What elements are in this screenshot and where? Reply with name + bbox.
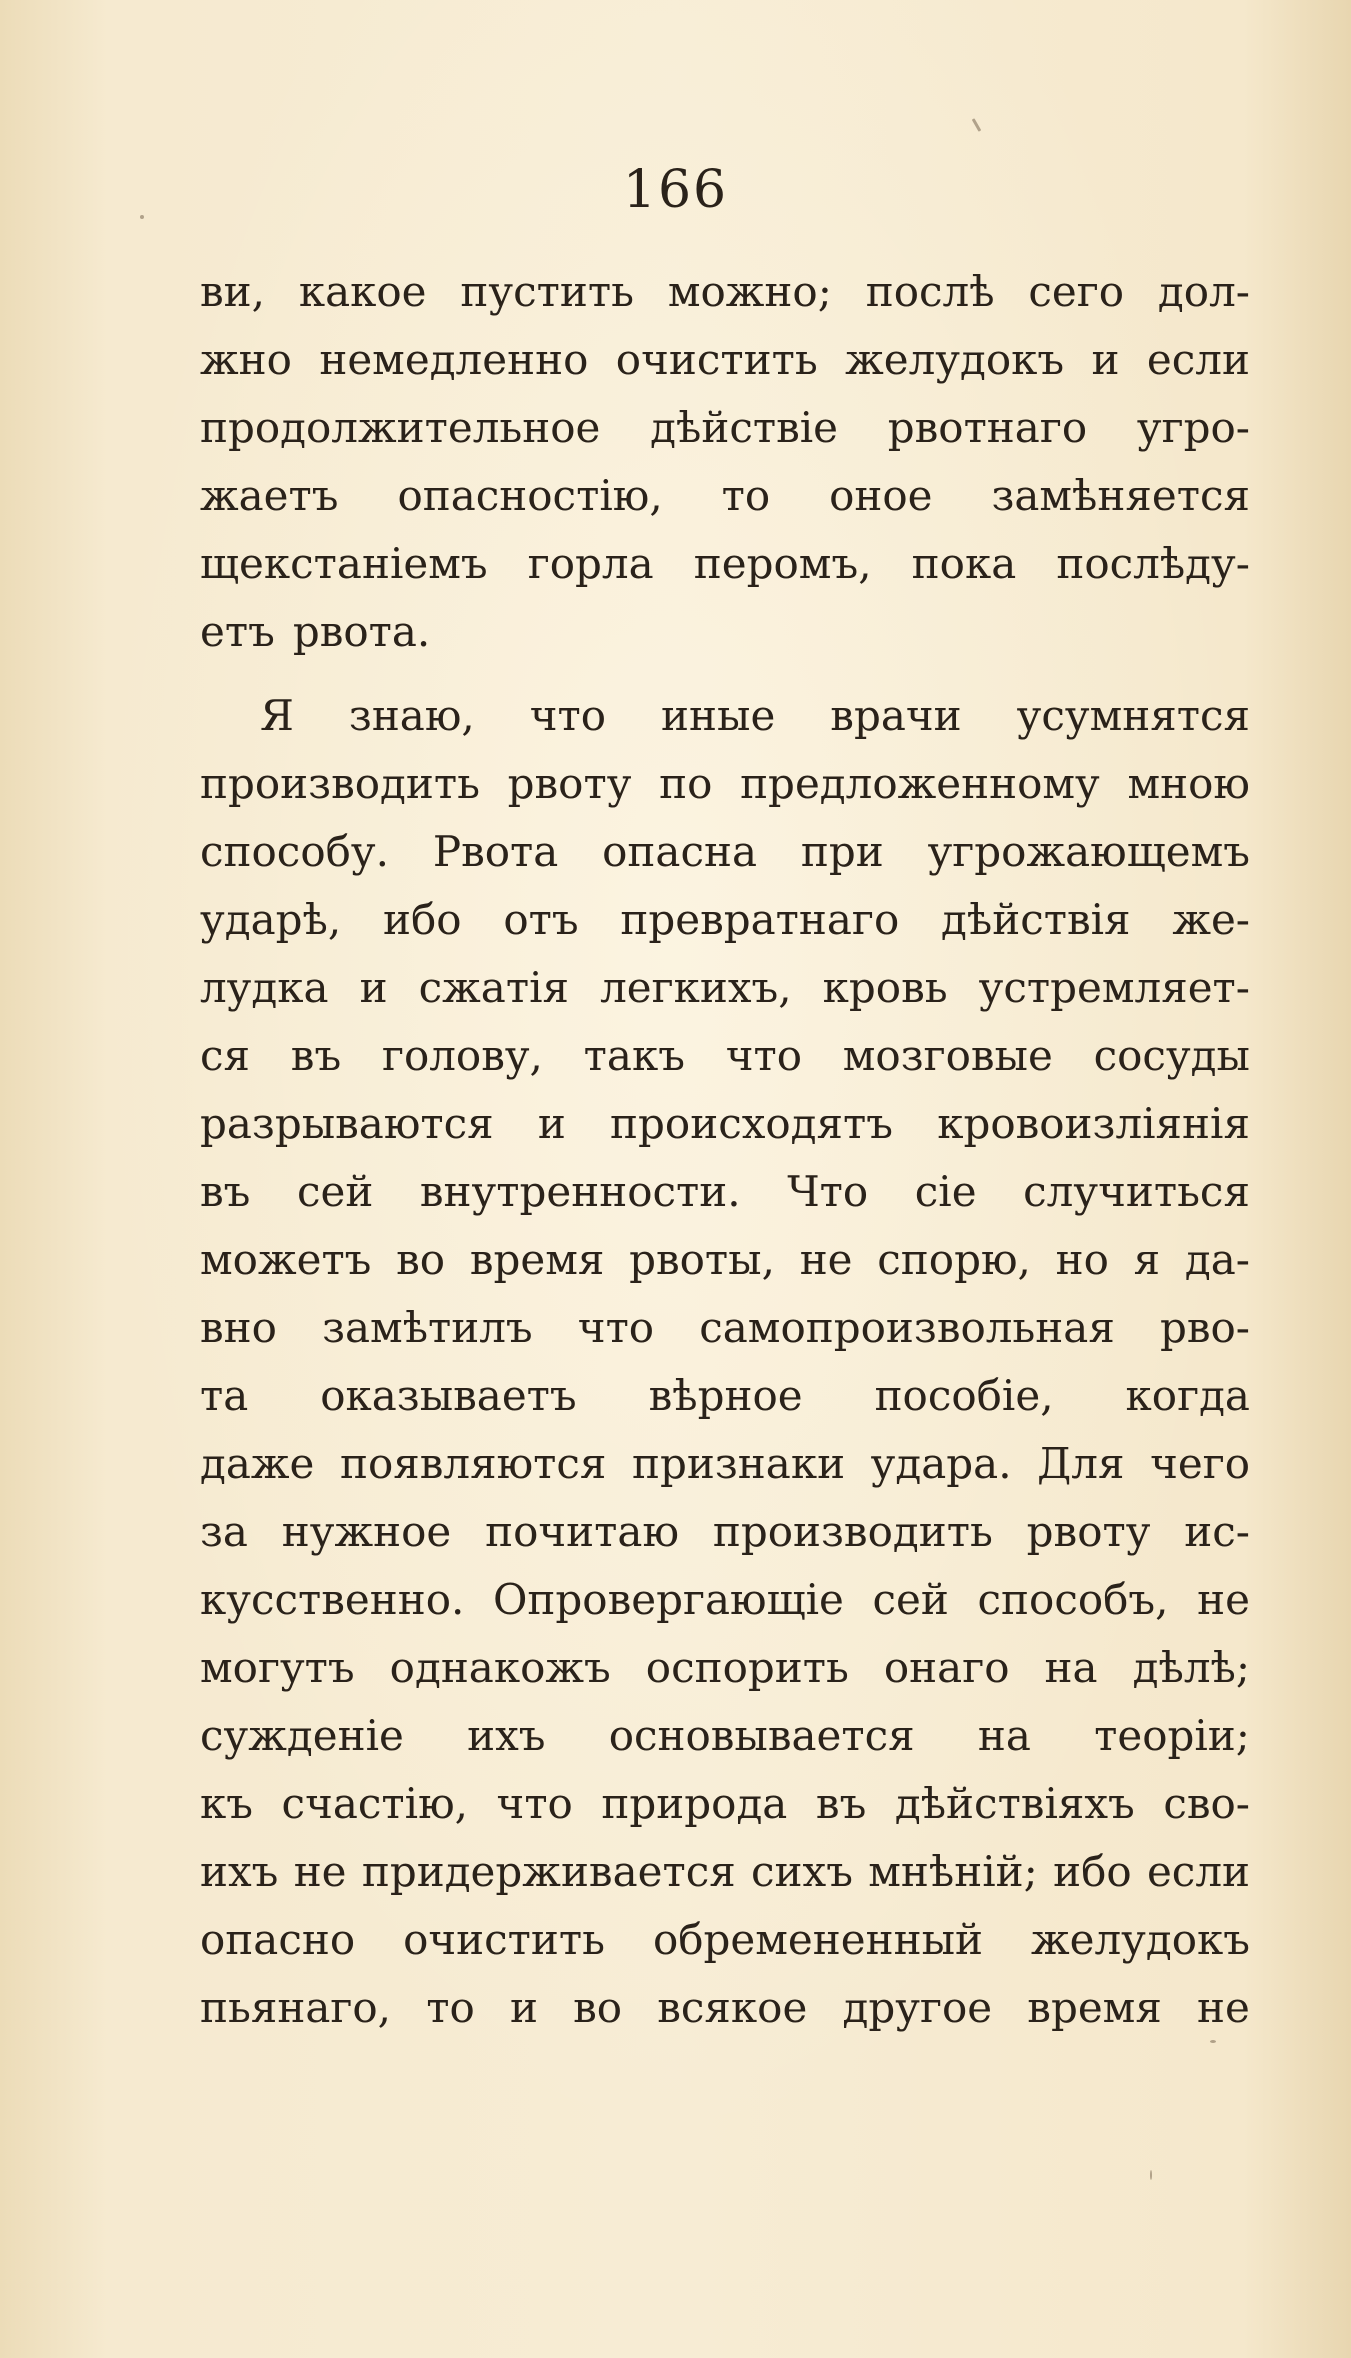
word: послѣду- — [1056, 539, 1250, 588]
word: такъ — [583, 1031, 685, 1080]
word: появляются — [340, 1439, 607, 1488]
word: въ — [290, 1031, 342, 1080]
word: сей — [872, 1575, 949, 1624]
word: мною — [1127, 759, 1250, 808]
word: дѣйствіяхъ — [894, 1779, 1135, 1828]
word: къ — [200, 1779, 253, 1828]
word: въ — [815, 1779, 867, 1828]
word: за — [200, 1507, 248, 1556]
word: мнѣній; — [868, 1847, 1038, 1896]
text-line — [200, 1294, 1250, 1362]
word: замѣняется — [991, 471, 1250, 520]
word: ис- — [1184, 1507, 1250, 1556]
word: да- — [1184, 1235, 1250, 1284]
text-line — [200, 394, 1250, 462]
word: оспорить — [645, 1643, 849, 1692]
paper-speck — [972, 118, 982, 132]
word: та — [200, 1371, 249, 1420]
word: то — [721, 471, 771, 520]
word: предложенному — [740, 759, 1100, 808]
text-line — [200, 750, 1250, 818]
word: дѣйствіе — [650, 403, 839, 452]
word: сего — [1028, 267, 1125, 316]
text-line — [200, 1906, 1250, 1974]
text-line — [200, 1226, 1250, 1294]
word: производить — [200, 759, 480, 808]
word: ударѣ, — [200, 895, 342, 944]
body-text — [200, 258, 1250, 2042]
word: мозговые — [842, 1031, 1053, 1080]
word: дол- — [1157, 267, 1250, 316]
word: жаетъ — [200, 471, 339, 520]
word: очистить — [403, 1915, 605, 1964]
word: отъ — [503, 895, 579, 944]
word: въ — [200, 1167, 251, 1216]
word: очистить — [615, 335, 818, 384]
word: же- — [1172, 895, 1250, 944]
word: не — [799, 1235, 853, 1284]
word: дѣйствія — [941, 895, 1131, 944]
word: способъ, — [977, 1575, 1169, 1624]
word: угрожающемъ — [927, 827, 1250, 876]
word: счастію, — [281, 1779, 468, 1828]
text-line — [200, 1770, 1250, 1838]
word: ибо — [1053, 1847, 1132, 1896]
paper-speck — [1210, 2040, 1216, 2043]
word: продолжительное — [200, 403, 601, 452]
word: время — [469, 1235, 605, 1284]
word: не — [293, 1847, 347, 1896]
word: не — [1197, 1575, 1250, 1624]
word: Что — [787, 1167, 869, 1216]
word: Я — [260, 691, 294, 740]
text-line — [200, 886, 1250, 954]
word: сей — [296, 1167, 374, 1216]
word: на — [977, 1711, 1031, 1760]
word: знаю, — [348, 691, 475, 740]
word: я — [1133, 1235, 1161, 1284]
word: усумнятся — [1016, 691, 1250, 740]
word: легкихъ, — [600, 963, 792, 1012]
text-line — [200, 682, 1250, 750]
word: горла — [527, 539, 654, 588]
word: самопроизвольная — [699, 1303, 1115, 1352]
word: природа — [601, 1779, 788, 1828]
word: етъ — [200, 607, 275, 656]
text-line — [200, 1702, 1250, 1770]
text-line — [200, 326, 1250, 394]
word: вѣрное — [648, 1371, 803, 1420]
word: онаго — [883, 1643, 1010, 1692]
word: вно — [200, 1303, 277, 1352]
word: немедленно — [319, 335, 589, 384]
word: щекстаніемъ — [200, 539, 488, 588]
word: и — [359, 963, 388, 1012]
word: иные — [661, 691, 776, 740]
page-number: 166 — [622, 160, 729, 220]
word: но — [1055, 1235, 1109, 1284]
word: Опровергающіе — [492, 1575, 844, 1624]
word: признаки — [632, 1439, 846, 1488]
word: ви, — [200, 267, 265, 316]
word: пока — [911, 539, 1017, 588]
word: угро- — [1136, 403, 1250, 452]
word: и — [1091, 335, 1120, 384]
word: во — [573, 1983, 623, 2032]
word: желудокъ — [845, 335, 1065, 384]
word: пустить — [460, 267, 634, 316]
text-line — [200, 1022, 1250, 1090]
word: способу. — [200, 827, 389, 876]
word: почитаю — [485, 1507, 680, 1556]
word: теоріи; — [1094, 1711, 1250, 1760]
word: другое — [842, 1983, 993, 2032]
word: внутренности. — [419, 1167, 741, 1216]
word: разрываются — [200, 1099, 494, 1148]
word: даже — [200, 1439, 315, 1488]
word: превратнаго — [620, 895, 900, 944]
word: удара. — [870, 1439, 1012, 1488]
word: послѣ — [865, 267, 995, 316]
word: какое — [298, 267, 427, 316]
word: нужное — [281, 1507, 452, 1556]
word: дѣлѣ; — [1132, 1643, 1250, 1692]
word: ся — [200, 1031, 251, 1080]
word: перомъ, — [693, 539, 872, 588]
word: кровоизліянія — [937, 1099, 1250, 1148]
word: чего — [1150, 1439, 1250, 1488]
word: случиться — [1023, 1167, 1250, 1216]
word: ибо — [382, 895, 462, 944]
word: и — [537, 1099, 566, 1148]
text-line — [200, 530, 1250, 598]
word: ихъ — [200, 1847, 279, 1896]
word: пособіе, — [874, 1371, 1054, 1420]
text-line — [200, 258, 1250, 326]
word: рвотнаго — [887, 403, 1088, 452]
text-line — [200, 1158, 1250, 1226]
word: обремененный — [652, 1915, 984, 1964]
text-line — [200, 1566, 1250, 1634]
text-line — [200, 1634, 1250, 1702]
paper-speck — [1150, 2170, 1152, 2180]
word: во — [396, 1235, 446, 1284]
word: врачи — [830, 691, 962, 740]
text-line — [200, 1498, 1250, 1566]
word: можетъ — [200, 1235, 372, 1284]
word: время — [1027, 1983, 1162, 2032]
text-line — [200, 1362, 1250, 1430]
word: производить — [712, 1507, 993, 1556]
word: что — [529, 691, 607, 740]
word: однакожъ — [389, 1643, 611, 1692]
word: оказываетъ — [320, 1371, 577, 1420]
word: придерживается — [361, 1847, 736, 1896]
word: сіе — [914, 1167, 977, 1216]
word: сосуды — [1093, 1031, 1250, 1080]
word: если — [1146, 1847, 1250, 1896]
text-line — [200, 818, 1250, 886]
word: что — [496, 1779, 573, 1828]
word: оное — [829, 471, 933, 520]
word: рвота. — [292, 607, 431, 656]
word: что — [577, 1303, 655, 1352]
word: не — [1197, 1983, 1250, 2032]
text-line — [200, 1838, 1250, 1906]
word: опасностію, — [397, 471, 663, 520]
word: кровь — [822, 963, 948, 1012]
word: рвоту — [1026, 1507, 1151, 1556]
word: основывается — [608, 1711, 915, 1760]
word: рвоту — [507, 759, 632, 808]
word: когда — [1125, 1371, 1250, 1420]
word: Для — [1037, 1439, 1125, 1488]
paper-speck — [140, 215, 144, 219]
word: замѣтилъ — [322, 1303, 533, 1352]
word: и — [509, 1983, 538, 2032]
word: кусственно. — [200, 1575, 465, 1624]
word: при — [800, 827, 884, 876]
word: Рвота — [432, 827, 559, 876]
word: лудка — [200, 963, 329, 1012]
word: пьянаго, — [200, 1983, 392, 2032]
word: опасна — [602, 827, 757, 876]
word: ихъ — [467, 1711, 546, 1760]
word: жно — [200, 335, 292, 384]
word: всякое — [657, 1983, 808, 2032]
word: сихъ — [751, 1847, 853, 1896]
word: можно; — [667, 267, 832, 316]
text-line — [200, 598, 1250, 666]
text-line — [200, 1430, 1250, 1498]
word: сжатія — [418, 963, 570, 1012]
word: сво- — [1163, 1779, 1250, 1828]
word: устремляет- — [978, 963, 1250, 1012]
word: на — [1044, 1643, 1098, 1692]
text-line — [200, 1974, 1250, 2042]
word: голову, — [381, 1031, 543, 1080]
word: опасно — [200, 1915, 356, 1964]
word: могутъ — [200, 1643, 355, 1692]
word: рво- — [1159, 1303, 1250, 1352]
text-line — [200, 462, 1250, 530]
word: что — [725, 1031, 802, 1080]
word: рвоты, — [629, 1235, 775, 1284]
word: желудокъ — [1030, 1915, 1250, 1964]
word: если — [1146, 335, 1250, 384]
text-line — [200, 1090, 1250, 1158]
text-line — [200, 954, 1250, 1022]
word: спорю, — [877, 1235, 1031, 1284]
word: по — [659, 759, 713, 808]
word: то — [426, 1983, 475, 2032]
word: сужденіе — [200, 1711, 404, 1760]
word: происходятъ — [610, 1099, 893, 1148]
